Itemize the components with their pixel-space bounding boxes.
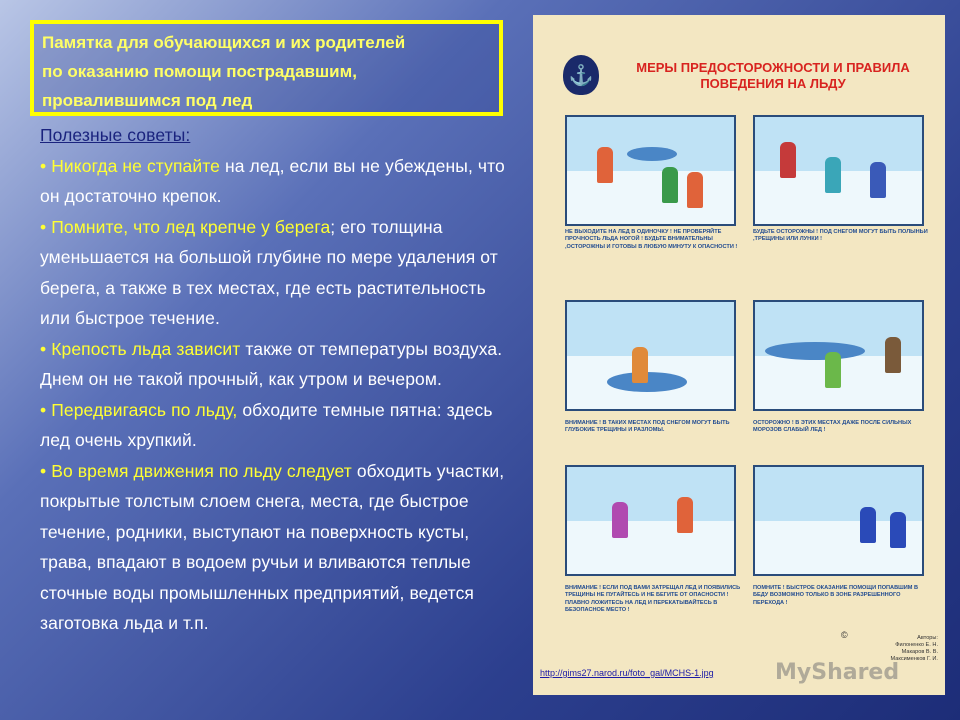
- poster-caption-5: ВНИМАНИЕ ! ЕСЛИ ПОД ВАМИ ЗАТРЕЩАЛ ЛЕД И ПОЯВИЛИСЬ ТРЕЩИНЫ НЕ ПУГАЙТЕСЬ И НЕ БЕГИТЕ ОТ ОПАСНОСТИ ! ПЛАВНО ЛОЖИТЕСЬ НА ЛЕД И ПЕРЕКАТЫВАЙТЕСЬ В БЕЗОПАСНОЕ МЕСТО !: [565, 585, 741, 614]
- tip-4-text: обходите темные пятна: здесь лед очень хрупкий.: [40, 399, 493, 450]
- authors-label: Авторы:: [917, 635, 938, 641]
- poster-panel-6: [753, 465, 924, 576]
- title-line-1: Памятка для обучающихся и их родителей: [42, 33, 406, 52]
- tip-4: [40, 395, 510, 456]
- author-2: Макаров В. В.: [901, 649, 938, 655]
- tip-5-highlight: • Во время движения по льду следует: [40, 460, 352, 481]
- poster-caption-6: ПОМНИТЕ ! БЫСТРОЕ ОКАЗАНИЕ ПОМОЩИ ПОПАВШИМ В БЕДУ ВОЗМОЖНО ТОЛЬКО В ЗОНЕ РАЗРЕШЕННОГО ПЕРЕХОДА !: [753, 585, 919, 606]
- tip-1: [40, 151, 510, 212]
- title-box: [30, 20, 503, 116]
- tip-2-text: ; его толщина уменьшается на большой глубине по мере удаления от берега, а также в тех местах, где есть растительность или быстрое течение.: [40, 216, 498, 328]
- poster-caption-4: ОСТОРОЖНО ! В ЭТИХ МЕСТАХ ДАЖЕ ПОСЛЕ СИЛЬНЫХ МОРОЗОВ СЛАБЫЙ ЛЕД !: [753, 420, 912, 434]
- anchor-emblem-icon: ⚓: [563, 55, 599, 95]
- author-1: Филоненко Е. Н.: [895, 642, 938, 648]
- tip-5: [40, 456, 510, 639]
- ice-safety-poster: [533, 15, 945, 695]
- tip-5-text: обходить участки, покрытые толстым слоем снега, места, где быстрое течение, родники, выступают на поверхность кусты, трава, впадают в водоем ручьи и вливаются теплые сточные воды промышленных предприятий, ведется заготовка льда и т.п.: [40, 460, 505, 633]
- poster-panel-4: [753, 300, 924, 411]
- title-line-2: по оказанию помощи пострадавшим,: [42, 62, 357, 81]
- tip-2: [40, 212, 510, 334]
- tip-3: [40, 334, 510, 395]
- poster-caption-3: ВНИМАНИЕ ! В ТАКИХ МЕСТАХ ПОД СНЕГОМ МОГУТ БЫТЬ ГЛУБОКИЕ ТРЕЩИНЫ И РАЗЛОМЫ.: [565, 420, 730, 434]
- tip-4-highlight: • Передвигаясь по льду,: [40, 399, 238, 420]
- poster-panel-5: [565, 465, 736, 576]
- poster-panel-3: [565, 300, 736, 411]
- myshared-watermark: MyShared: [775, 660, 900, 685]
- poster-caption-1: НЕ ВЫХОДИТЕ НА ЛЕД В ОДИНОЧКУ ! НЕ ПРОВЕРЯЙТЕ ПРОЧНОСТЬ ЛЬДА НОГОЙ ! БУДЬТЕ ВНИМАТЕЛЬНЫ ,ОСТОРОЖНЫ И ГОТОВЫ В ЛЮБУЮ МИНУТУ К ОПАСНОСТИ !: [565, 229, 738, 250]
- poster-caption-2: БУДЬТЕ ОСТОРОЖНЫ ! ПОД СНЕГОМ МОГУТ БЫТЬ ПОЛЫНЬИ ,ТРЕЩИНЫ ИЛИ ЛУНКИ !: [753, 229, 928, 243]
- tip-3-highlight: • Крепость льда зависит: [40, 338, 241, 359]
- tip-2-highlight: • Помните, что лед крепче у берега: [40, 216, 331, 237]
- tip-1-highlight: • Никогда не ступайте: [40, 155, 220, 176]
- tip-1-text: на лед, если вы не убеждены, что он достаточно крепок.: [40, 155, 505, 206]
- copyright-sign: ©: [841, 630, 848, 640]
- poster-authors: [883, 635, 938, 663]
- poster-title: МЕРЫ ПРЕДОСТОРОЖНОСТИ И ПРАВИЛА ПОВЕДЕНИЯ НА ЛЬДУ: [636, 60, 910, 91]
- tips-subhead: Полезные советы:: [40, 125, 191, 145]
- poster-panel-1: [565, 115, 736, 226]
- title-line-3: провалившимся под лед: [42, 91, 253, 110]
- tips-text: [40, 120, 510, 639]
- tip-3-text: также от температуры воздуха. Днем он не такой прочный, как утром и вечером.: [40, 338, 503, 389]
- poster-panel-2: [753, 115, 924, 226]
- author-3: Максименков Г. И.: [890, 656, 938, 662]
- source-link[interactable]: http://gims27.narod.ru/foto_gal/MCHS-1.jpg: [540, 668, 714, 678]
